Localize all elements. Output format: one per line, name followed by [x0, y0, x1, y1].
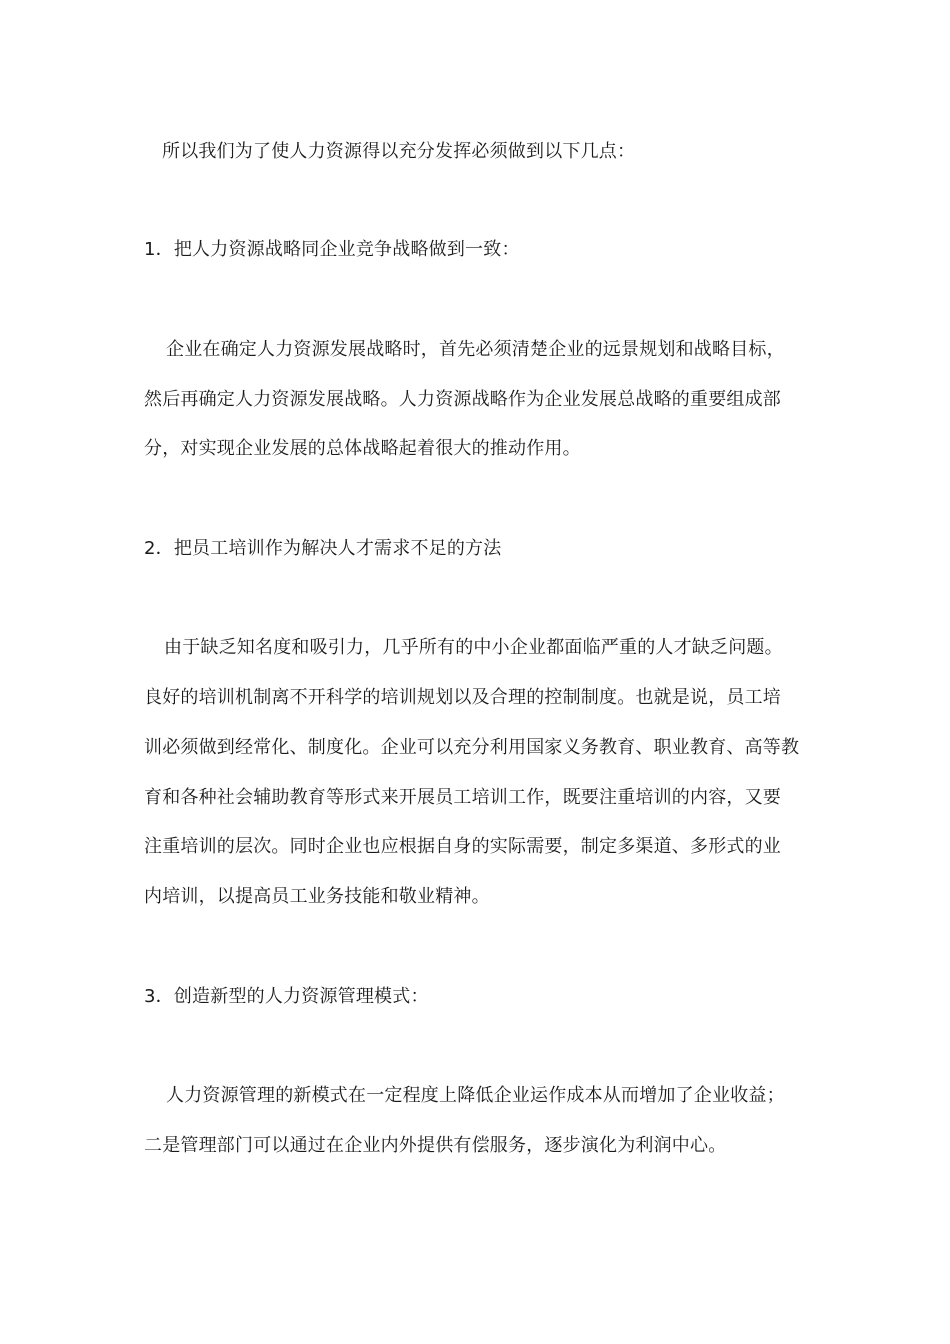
section-2-heading: 2．把员工培训作为解决人才需求不足的方法: [144, 538, 502, 559]
section-2-line-2: 良好的培训机制离不开科学的培训规划以及合理的控制制度。也就是说，员工培: [144, 687, 781, 708]
section-2-line-6: 内培训，以提高员工业务技能和敬业精神。: [144, 886, 490, 907]
section-1-line-3: 分，对实现企业发展的总体战略起着很大的推动作用。: [144, 438, 581, 459]
section-2-line-4: 育和各种社会辅助教育等形式来开展员工培训工作，既要注重培训的内容，又要: [144, 787, 781, 808]
intro-paragraph: 所以我们为了使人力资源得以充分发挥必须做到以下几点：: [162, 141, 636, 162]
section-1-line-2: 然后再确定人力资源发展战略。人力资源战略作为企业发展总战略的重要组成部: [144, 389, 781, 410]
section-2-line-5: 注重培训的层次。同时企业也应根据自身的实际需要，制定多渠道、多形式的业: [144, 836, 781, 857]
section-2-line-1: 由于缺乏知名度和吸引力，几乎所有的中小企业都面临严重的人才缺乏问题。: [164, 637, 783, 658]
section-1-heading: 1．把人力资源战略同企业竞争战略做到一致：: [144, 239, 520, 260]
section-3-line-1: 人力资源管理的新模式在一定程度上降低企业运作成本从而增加了企业收益；: [166, 1085, 785, 1106]
section-1-line-1: 企业在确定人力资源发展战略时，首先必须清楚企业的远景规划和战略目标，: [166, 339, 785, 360]
section-3-heading: 3．创造新型的人力资源管理模式：: [144, 986, 429, 1007]
section-3-line-2: 二是管理部门可以通过在企业内外提供有偿服务，逐步演化为利润中心。: [144, 1135, 727, 1156]
section-2-line-3: 训必须做到经常化、制度化。企业可以充分利用国家义务教育、职业教育、高等教: [144, 737, 800, 758]
